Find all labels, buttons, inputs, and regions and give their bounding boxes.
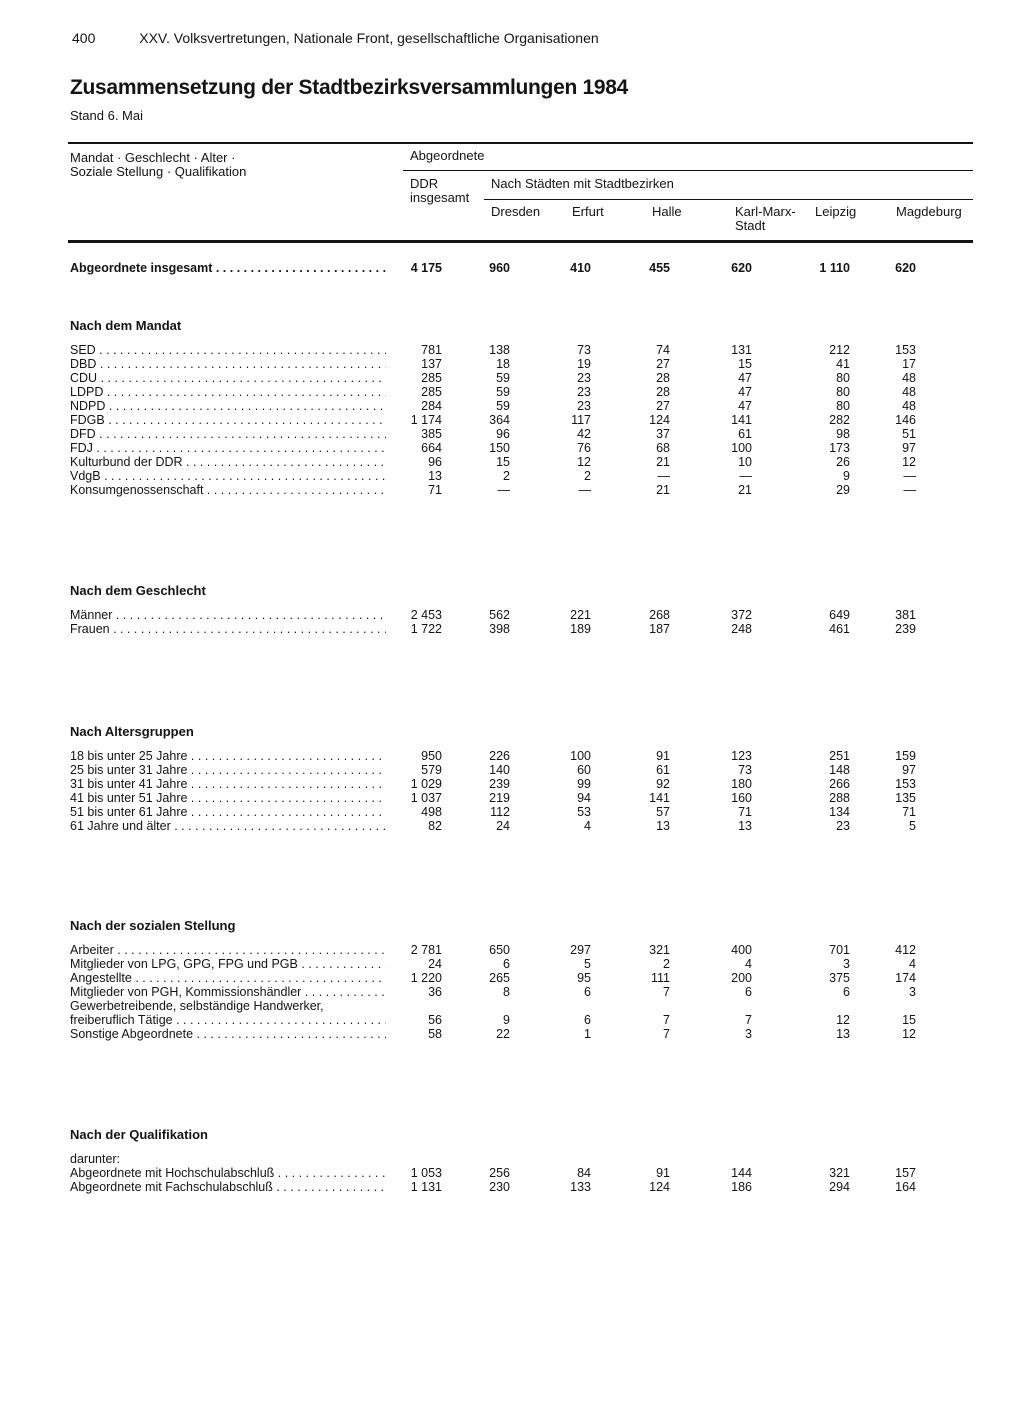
value-ddr: 2 453 xyxy=(410,608,442,622)
row-label: SED . . . xyxy=(70,343,386,357)
table-row xyxy=(70,427,950,441)
section-title: Nach Altersgruppen xyxy=(70,724,194,739)
page-number: 400 xyxy=(72,30,96,46)
value-erfurt: 2 xyxy=(584,469,591,483)
value-halle: 7 xyxy=(663,1027,670,1041)
value-karl-marx-stadt: 123 xyxy=(731,749,752,763)
value-erfurt: 297 xyxy=(570,943,591,957)
value-magdeburg: 159 xyxy=(895,749,916,763)
table-row xyxy=(70,763,950,777)
value-halle: 187 xyxy=(649,622,670,636)
value-erfurt: 6 xyxy=(584,1013,591,1027)
table-row xyxy=(70,777,950,791)
value-karl-marx-stadt: — xyxy=(739,469,752,483)
value-halle: 7 xyxy=(663,985,670,999)
value-ddr: 1 722 xyxy=(410,622,442,636)
value-halle: 124 xyxy=(649,413,670,427)
value-leipzig: 12 xyxy=(836,1013,850,1027)
row-label: Abgeordnete insgesamt . . . xyxy=(70,261,386,275)
row-label: LDPD . . . xyxy=(70,385,386,399)
section-geschlecht xyxy=(70,583,950,636)
value-leipzig: 98 xyxy=(836,427,850,441)
value-erfurt: 1 xyxy=(584,1027,591,1041)
value-halle: 21 xyxy=(656,455,670,469)
section-title: Nach der Qualifikation xyxy=(70,1127,208,1142)
table-row xyxy=(70,385,950,399)
table-row xyxy=(70,343,950,357)
value-magdeburg: 3 xyxy=(909,985,916,999)
row-label: Abgeordnete mit Hochschulabschluß . . . xyxy=(70,1166,386,1180)
value-leipzig: 701 xyxy=(829,943,850,957)
value-dresden: 59 xyxy=(496,385,510,399)
value-karl-marx-stadt: 73 xyxy=(738,763,752,777)
value-leipzig: 26 xyxy=(836,455,850,469)
city-header-line2: Stadt xyxy=(735,218,766,233)
page-header xyxy=(72,30,599,46)
value-dresden: 140 xyxy=(489,763,510,777)
value-ddr: 36 xyxy=(428,985,442,999)
value-erfurt: 99 xyxy=(577,777,591,791)
ddr-header-line1: DDR xyxy=(410,176,439,191)
ddr-header-line2: insgesamt xyxy=(410,190,470,205)
value-magdeburg: — xyxy=(903,469,916,483)
value-halle: 28 xyxy=(656,385,670,399)
value-ddr: 1 220 xyxy=(410,971,442,985)
section-rows xyxy=(70,343,950,497)
value-karl-marx-stadt: 47 xyxy=(738,385,752,399)
row-label: Konsumgenossenschaft . . . xyxy=(70,483,386,497)
page-subtitle: Stand 6. Mai xyxy=(70,108,143,123)
value-dresden: 650 xyxy=(489,943,510,957)
value-karl-marx-stadt: 620 xyxy=(731,261,752,275)
value-erfurt: 12 xyxy=(577,455,591,469)
value-halle: 21 xyxy=(656,483,670,497)
row-label: VdgB . . . xyxy=(70,469,386,483)
value-karl-marx-stadt: 100 xyxy=(731,441,752,455)
value-karl-marx-stadt: 131 xyxy=(731,343,752,357)
value-ddr: 82 xyxy=(428,819,442,833)
value-ddr: 950 xyxy=(421,749,442,763)
value-dresden: 59 xyxy=(496,399,510,413)
value-erfurt: 60 xyxy=(577,763,591,777)
value-leipzig: 321 xyxy=(829,1166,850,1180)
header-bottom-rule xyxy=(68,240,973,243)
row-label: DBD . . . xyxy=(70,357,386,371)
value-karl-marx-stadt: 61 xyxy=(738,427,752,441)
value-ddr: 664 xyxy=(421,441,442,455)
value-ddr: 781 xyxy=(421,343,442,357)
row-label: Angestellte . . . xyxy=(70,971,386,985)
row-label: FDGB . . . xyxy=(70,413,386,427)
section-title: Nach der sozialen Stellung xyxy=(70,918,236,933)
table-row xyxy=(70,455,950,469)
value-magdeburg: — xyxy=(903,483,916,497)
table-row xyxy=(70,985,950,999)
value-ddr: 385 xyxy=(421,427,442,441)
value-magdeburg: 12 xyxy=(902,1027,916,1041)
value-halle: 111 xyxy=(650,971,670,985)
value-karl-marx-stadt: 248 xyxy=(731,622,752,636)
value-leipzig: 23 xyxy=(836,819,850,833)
section-soziale-stellung xyxy=(70,918,950,1041)
value-dresden: 150 xyxy=(489,441,510,455)
value-erfurt: 5 xyxy=(584,957,591,971)
value-leipzig: 649 xyxy=(829,608,850,622)
value-magdeburg: 48 xyxy=(902,385,916,399)
table-row xyxy=(70,971,950,985)
row-label: Kulturbund der DDR . . . xyxy=(70,455,386,469)
value-leipzig: 212 xyxy=(829,343,850,357)
value-karl-marx-stadt: 180 xyxy=(731,777,752,791)
value-leipzig: 1 110 xyxy=(819,261,850,275)
value-erfurt: 4 xyxy=(584,819,591,833)
row-label: 61 Jahre und älter . . . xyxy=(70,819,386,833)
row-label: 18 bis unter 25 Jahre . . . xyxy=(70,749,386,763)
row-label: NDPD . . . xyxy=(70,399,386,413)
row-label: Frauen . . . xyxy=(70,622,386,636)
value-leipzig: 173 xyxy=(829,441,850,455)
running-title: XXV. Volksvertretungen, Nationale Front, gesellschaftliche Organisationen xyxy=(139,30,599,46)
value-dresden: 96 xyxy=(496,427,510,441)
value-karl-marx-stadt: 4 xyxy=(745,957,752,971)
value-halle: 141 xyxy=(649,791,670,805)
value-karl-marx-stadt: 21 xyxy=(738,483,752,497)
value-dresden: 24 xyxy=(496,819,510,833)
table-row xyxy=(70,399,950,413)
section-mandat xyxy=(70,318,950,497)
value-halle: 268 xyxy=(649,608,670,622)
row-label: darunter: xyxy=(70,1152,121,1166)
value-halle: 13 xyxy=(656,819,670,833)
value-magdeburg: 146 xyxy=(895,413,916,427)
section-qualifikation xyxy=(70,1127,950,1194)
value-halle: 124 xyxy=(649,1180,670,1194)
city-header-erfurt: Erfurt xyxy=(572,204,604,219)
value-magdeburg: 164 xyxy=(895,1180,916,1194)
value-magdeburg: 135 xyxy=(895,791,916,805)
value-erfurt: 23 xyxy=(577,371,591,385)
value-leipzig: 288 xyxy=(829,791,850,805)
value-leipzig: 375 xyxy=(829,971,850,985)
total-section xyxy=(70,261,950,275)
value-erfurt: 19 xyxy=(577,357,591,371)
table-row xyxy=(70,441,950,455)
value-dresden: 22 xyxy=(496,1027,510,1041)
row-label: Männer . . . xyxy=(70,608,386,622)
cities-group-header: Nach Städten mit Stadtbezirken xyxy=(491,176,674,191)
value-magdeburg: 12 xyxy=(902,455,916,469)
value-magdeburg: 157 xyxy=(895,1166,916,1180)
value-leipzig: 251 xyxy=(829,749,850,763)
value-magdeburg: 174 xyxy=(895,971,916,985)
value-dresden: 112 xyxy=(490,805,510,819)
value-dresden: 15 xyxy=(496,455,510,469)
value-ddr: 285 xyxy=(421,371,442,385)
table-row xyxy=(70,357,950,371)
value-leipzig: 80 xyxy=(836,371,850,385)
value-karl-marx-stadt: 47 xyxy=(738,371,752,385)
value-ddr: 498 xyxy=(421,805,442,819)
table-top-rule xyxy=(68,142,973,144)
value-erfurt: 94 xyxy=(577,791,591,805)
value-dresden: 256 xyxy=(489,1166,510,1180)
section-rows xyxy=(70,943,950,1041)
table-row xyxy=(70,1152,950,1166)
value-magdeburg: 4 xyxy=(909,957,916,971)
value-dresden: 562 xyxy=(489,608,510,622)
value-leipzig: 80 xyxy=(836,385,850,399)
value-karl-marx-stadt: 15 xyxy=(738,357,752,371)
value-dresden: 960 xyxy=(489,261,510,275)
value-leipzig: 3 xyxy=(843,957,850,971)
value-karl-marx-stadt: 400 xyxy=(731,943,752,957)
value-halle: 92 xyxy=(656,777,670,791)
table-row xyxy=(70,805,950,819)
row-label: CDU . . . xyxy=(70,371,386,385)
value-ddr: 13 xyxy=(428,469,442,483)
value-dresden: 2 xyxy=(503,469,510,483)
table-row xyxy=(70,371,950,385)
value-halle: 57 xyxy=(656,805,670,819)
value-magdeburg: 48 xyxy=(902,399,916,413)
value-leipzig: 282 xyxy=(829,413,850,427)
value-erfurt: 189 xyxy=(570,622,591,636)
value-ddr: 58 xyxy=(428,1027,442,1041)
city-header-dresden: Dresden xyxy=(491,204,541,219)
table-row xyxy=(70,957,950,971)
value-erfurt: 23 xyxy=(577,399,591,413)
value-ddr: 1 037 xyxy=(410,791,442,805)
city-header-line1: Karl-Marx- xyxy=(735,204,796,219)
value-erfurt: 410 xyxy=(570,261,591,275)
value-halle: 28 xyxy=(656,371,670,385)
row-label: DFD . . . xyxy=(70,427,386,441)
row-label: freiberuflich Tätige . . . xyxy=(70,1013,386,1027)
value-erfurt: 6 xyxy=(584,985,591,999)
value-ddr: 284 xyxy=(421,399,442,413)
value-leipzig: 266 xyxy=(829,777,850,791)
page-title: Zusammensetzung der Stadtbezirksversammlungen 1984 xyxy=(70,76,629,99)
value-magdeburg: 97 xyxy=(902,763,916,777)
city-header-karl-marx-stadt xyxy=(735,205,796,233)
section-altersgruppen xyxy=(70,724,950,833)
row-label: Arbeiter . . . xyxy=(70,943,386,957)
value-dresden: 226 xyxy=(489,749,510,763)
value-halle: 2 xyxy=(663,957,670,971)
value-dresden: 398 xyxy=(489,622,510,636)
table-row xyxy=(70,469,950,483)
value-halle: 91 xyxy=(656,1166,670,1180)
section-rows xyxy=(70,749,950,833)
value-magdeburg: 51 xyxy=(902,427,916,441)
value-halle: 27 xyxy=(656,399,670,413)
value-leipzig: 80 xyxy=(836,399,850,413)
value-halle: 61 xyxy=(656,763,670,777)
section-title: Nach dem Geschlecht xyxy=(70,583,206,598)
table-row xyxy=(70,1166,950,1180)
value-erfurt: 76 xyxy=(577,441,591,455)
stub-header-line2: Soziale Stellung · Qualifikation xyxy=(70,164,247,179)
value-karl-marx-stadt: 372 xyxy=(731,608,752,622)
value-halle: 7 xyxy=(663,1013,670,1027)
row-label: 25 bis unter 31 Jahre . . . xyxy=(70,763,386,777)
header-rule-abgeordnete xyxy=(403,170,973,171)
value-dresden: 8 xyxy=(503,985,510,999)
value-magdeburg: 412 xyxy=(895,943,916,957)
value-karl-marx-stadt: 10 xyxy=(738,455,752,469)
value-halle: 37 xyxy=(656,427,670,441)
value-magdeburg: 17 xyxy=(902,357,916,371)
value-halle: 68 xyxy=(656,441,670,455)
value-dresden: 230 xyxy=(489,1180,510,1194)
value-ddr: 579 xyxy=(421,763,442,777)
value-ddr: 1 053 xyxy=(410,1166,442,1180)
value-magdeburg: 97 xyxy=(902,441,916,455)
value-ddr: 1 029 xyxy=(410,777,442,791)
row-label: 31 bis unter 41 Jahre . . . xyxy=(70,777,386,791)
value-ddr: 24 xyxy=(428,957,442,971)
value-magdeburg: 153 xyxy=(895,777,916,791)
value-ddr: 1 174 xyxy=(410,413,442,427)
value-dresden: 9 xyxy=(503,1013,510,1027)
value-magdeburg: 153 xyxy=(895,343,916,357)
row-label: 51 bis unter 61 Jahre . . . xyxy=(70,805,386,819)
table-row xyxy=(70,608,950,622)
table-row xyxy=(70,819,950,833)
row-label: Abgeordnete mit Fachschulabschluß . . . xyxy=(70,1180,386,1194)
value-dresden: 138 xyxy=(489,343,510,357)
value-karl-marx-stadt: 3 xyxy=(745,1027,752,1041)
value-erfurt: 23 xyxy=(577,385,591,399)
row-label: Mitglieder von LPG, GPG, FPG und PGB . . . xyxy=(70,957,386,971)
table-row xyxy=(70,1027,950,1041)
value-karl-marx-stadt: 160 xyxy=(731,791,752,805)
value-karl-marx-stadt: 13 xyxy=(738,819,752,833)
row-label: FDJ . . . xyxy=(70,441,386,455)
value-dresden: 59 xyxy=(496,371,510,385)
section-rows xyxy=(70,608,950,636)
value-karl-marx-stadt: 200 xyxy=(731,971,752,985)
value-magdeburg: 381 xyxy=(895,608,916,622)
value-dresden: 364 xyxy=(489,413,510,427)
value-magdeburg: 15 xyxy=(902,1013,916,1027)
stub-header-line1: Mandat · Geschlecht · Alter · xyxy=(70,150,236,165)
value-erfurt: 53 xyxy=(577,805,591,819)
row-label: 41 bis unter 51 Jahre . . . xyxy=(70,791,386,805)
value-halle: — xyxy=(657,469,670,483)
table-row xyxy=(70,413,950,427)
row-label: Sonstige Abgeordnete . . . xyxy=(70,1027,386,1041)
value-dresden: 18 xyxy=(496,357,510,371)
city-header-magdeburg: Magdeburg xyxy=(896,204,962,219)
value-ddr: 4 175 xyxy=(410,261,442,275)
row-label: Mitglieder von PGH, Kommissionshändler . . . xyxy=(70,985,386,999)
value-ddr: 137 xyxy=(421,357,442,371)
stub-header xyxy=(70,151,246,179)
value-erfurt: 95 xyxy=(577,971,591,985)
value-halle: 27 xyxy=(656,357,670,371)
table-row xyxy=(70,749,950,763)
value-erfurt: 133 xyxy=(570,1180,591,1194)
abgeordnete-header: Abgeordnete xyxy=(410,148,485,163)
value-ddr: 2 781 xyxy=(410,943,442,957)
city-header-halle: Halle xyxy=(652,204,682,219)
row-label: Gewerbetreibende, selbständige Handwerker, xyxy=(70,999,324,1013)
value-halle: 74 xyxy=(656,343,670,357)
value-halle: 321 xyxy=(649,943,670,957)
value-karl-marx-stadt: 6 xyxy=(745,985,752,999)
value-leipzig: 134 xyxy=(829,805,850,819)
value-erfurt: — xyxy=(578,483,591,497)
value-leipzig: 148 xyxy=(829,763,850,777)
value-dresden: 239 xyxy=(489,777,510,791)
value-karl-marx-stadt: 47 xyxy=(738,399,752,413)
value-erfurt: 100 xyxy=(570,749,591,763)
value-magdeburg: 239 xyxy=(895,622,916,636)
value-ddr: 71 xyxy=(428,483,442,497)
value-erfurt: 84 xyxy=(577,1166,591,1180)
value-erfurt: 42 xyxy=(577,427,591,441)
value-magdeburg: 71 xyxy=(902,805,916,819)
value-karl-marx-stadt: 144 xyxy=(731,1166,752,1180)
value-ddr: 1 131 xyxy=(410,1180,442,1194)
value-karl-marx-stadt: 141 xyxy=(731,413,752,427)
value-magdeburg: 620 xyxy=(895,261,916,275)
table-row xyxy=(70,483,950,497)
table-row xyxy=(70,791,950,805)
value-dresden: 219 xyxy=(489,791,510,805)
value-leipzig: 294 xyxy=(829,1180,850,1194)
ddr-header xyxy=(410,177,469,205)
table-row xyxy=(70,622,950,636)
value-magdeburg: 48 xyxy=(902,371,916,385)
value-karl-marx-stadt: 71 xyxy=(738,805,752,819)
value-leipzig: 41 xyxy=(836,357,850,371)
section-title: Nach dem Mandat xyxy=(70,318,182,333)
value-ddr: 56 xyxy=(428,1013,442,1027)
value-karl-marx-stadt: 7 xyxy=(745,1013,752,1027)
value-erfurt: 117 xyxy=(571,413,591,427)
section-rows xyxy=(70,1152,950,1194)
value-erfurt: 221 xyxy=(570,608,591,622)
value-halle: 455 xyxy=(649,261,670,275)
value-ddr: 96 xyxy=(428,455,442,469)
table-row xyxy=(70,943,950,957)
table-row xyxy=(70,1013,950,1027)
value-leipzig: 9 xyxy=(843,469,850,483)
value-leipzig: 29 xyxy=(836,483,850,497)
value-magdeburg: 5 xyxy=(909,819,916,833)
value-leipzig: 13 xyxy=(836,1027,850,1041)
value-dresden: — xyxy=(497,483,510,497)
total-row xyxy=(70,261,950,275)
value-karl-marx-stadt: 186 xyxy=(731,1180,752,1194)
value-dresden: 265 xyxy=(489,971,510,985)
value-halle: 91 xyxy=(656,749,670,763)
value-leipzig: 461 xyxy=(829,622,850,636)
table-row xyxy=(70,999,950,1013)
city-header-leipzig: Leipzig xyxy=(815,204,857,219)
value-ddr: 285 xyxy=(421,385,442,399)
header-rule-cities xyxy=(484,199,973,200)
value-erfurt: 73 xyxy=(577,343,591,357)
value-dresden: 6 xyxy=(503,957,510,971)
value-leipzig: 6 xyxy=(843,985,850,999)
table-row xyxy=(70,1180,950,1194)
